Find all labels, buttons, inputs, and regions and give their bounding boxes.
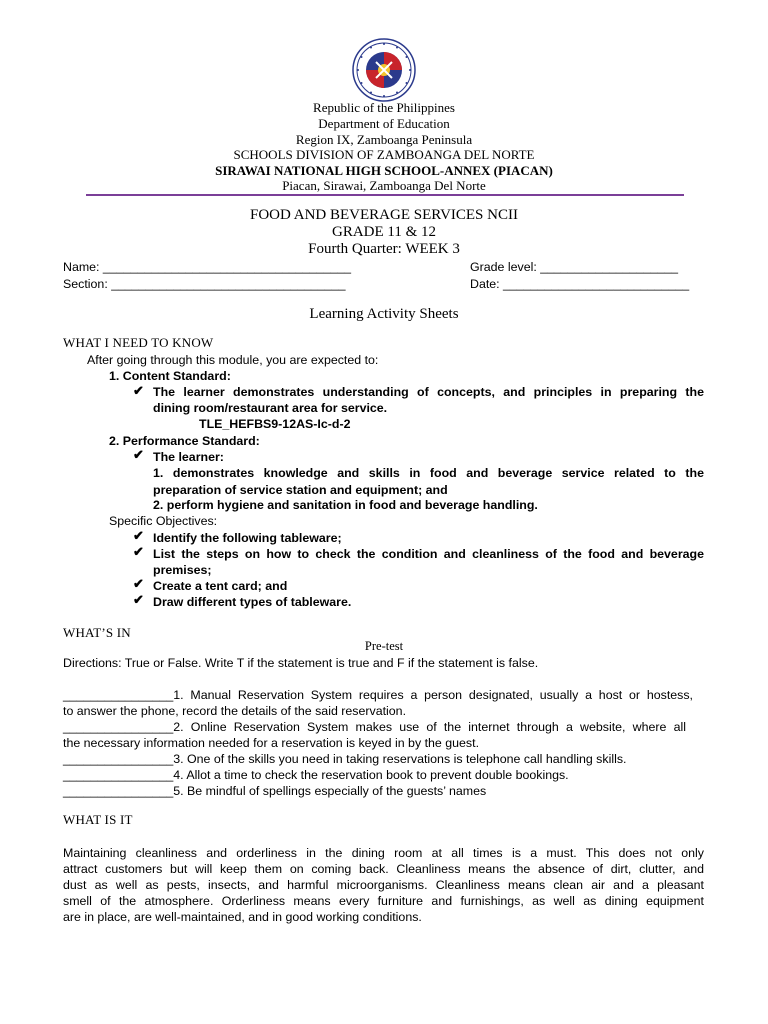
- deped-seal-icon: [352, 38, 416, 102]
- sheet-title: Learning Activity Sheets: [309, 306, 459, 322]
- quarter-title: Fourth Quarter: WEEK 3: [308, 241, 460, 257]
- header-school: SIRAWAI NATIONAL HIGH SCHOOL-ANNEX (PIACAN): [215, 163, 553, 178]
- content-standard-label: 1. Content Standard:: [109, 369, 231, 383]
- pretest-item-2: ________________2. Online Reservation System makes use of the internet through a website, where all: [63, 720, 686, 734]
- performance-item-1: 1. demonstrates knowledge and skills in food and beverage service related to the: [153, 466, 704, 480]
- objective-2: List the steps on how to check the condition and cleanliness of the food and beverage: [153, 547, 704, 561]
- intro-text: After going through this module, you are expected to:: [87, 353, 379, 367]
- section-heading-whats-in: WHAT’S IN: [63, 625, 131, 640]
- pretest-item-5: ________________5. Be mindful of spellings especially of the guests’ names: [63, 784, 487, 798]
- date-field[interactable]: Date: ___________________________: [470, 277, 690, 291]
- checkmark-icon: ✔: [133, 544, 144, 559]
- checkmark-icon: ✔: [133, 576, 144, 591]
- header-division: SCHOOLS DIVISION OF ZAMBOANGA DEL NORTE: [233, 147, 535, 162]
- performance-standard-label: 2. Performance Standard:: [109, 434, 260, 448]
- header-address: Piacan, Sirawai, Zamboanga Del Norte: [282, 178, 486, 193]
- pretest-item-1: ________________1. Manual Reservation System requires a person designated, usually a host or hostess,: [63, 688, 693, 702]
- checkmark-icon: ✔: [133, 592, 144, 607]
- content-standard-text-cont: dining room/restaurant area for service.: [153, 401, 388, 415]
- grade-level-field[interactable]: Grade level: ____________________: [470, 260, 679, 274]
- section-heading-what-is-it: WHAT IS IT: [63, 812, 133, 827]
- paragraph-line-5: are in place, are well-maintained, and in good working conditions.: [63, 910, 422, 924]
- paragraph-line-3: dust as well as pests, insects, and harmful microorganisms. Cleanliness means clean air and a pleasant: [63, 878, 704, 892]
- objective-4: Draw different types of tableware.: [153, 595, 352, 609]
- checkmark-icon: ✔: [133, 383, 144, 398]
- subject-title: FOOD AND BEVERAGE SERVICES NCII: [250, 207, 518, 223]
- competency-code: TLE_HEFBS9-12AS-Ic-d-2: [199, 417, 351, 431]
- pretest-item-4: ________________4. Allot a time to check the reservation book to prevent double bookings.: [63, 768, 569, 782]
- objective-3: Create a tent card; and: [153, 579, 288, 593]
- name-field[interactable]: Name: ____________________________________: [63, 260, 352, 274]
- section-heading-need-to-know: WHAT I NEED TO KNOW: [63, 335, 214, 350]
- pretest-item-1-cont: to answer the phone, record the details of the said reservation.: [63, 704, 407, 718]
- header-department: Department of Education: [318, 116, 450, 131]
- performance-item-2: 2. perform hygiene and sanitation in food and beverage handling.: [153, 498, 538, 512]
- objective-1: Identify the following tableware;: [153, 531, 342, 545]
- header-divider: [86, 194, 684, 196]
- pretest-title: Pre-test: [364, 639, 404, 653]
- pretest-item-2-cont: the necessary information needed for a reservation is keyed in by the guest.: [63, 736, 480, 750]
- header-region: Region IX, Zamboanga Peninsula: [295, 132, 473, 147]
- pretest-directions: Directions: True or False. Write T if the statement is true and F if the statement is false.: [63, 656, 539, 670]
- checkmark-icon: ✔: [133, 528, 144, 543]
- section-field[interactable]: Section: __________________________________: [63, 277, 346, 291]
- paragraph-line-1: Maintaining cleanliness and orderliness in the dining room at all times is a must. This does not only: [63, 846, 704, 860]
- content-standard-text: The learner demonstrates understanding of concepts, and principles in preparing the: [153, 385, 704, 399]
- paragraph-line-2: attract customers but will keep them on coming back. Cleanliness means the absence of dirt, clutter, and: [63, 862, 704, 876]
- objective-2-cont: premises;: [153, 563, 212, 577]
- paragraph-line-4: smell of the atmosphere. Orderliness means every furniture and furnishings, as well as dining equipment: [63, 894, 704, 908]
- performance-item-1-cont: preparation of service station and equipment; and: [153, 483, 448, 497]
- specific-objectives-label: Specific Objectives:: [109, 514, 218, 528]
- header-republic: Republic of the Philippines: [313, 100, 455, 115]
- learner-label: The learner:: [153, 450, 224, 464]
- grade-title: GRADE 11 & 12: [331, 224, 437, 240]
- checkmark-icon: ✔: [133, 447, 144, 462]
- pretest-item-3: ________________3. One of the skills you need in taking reservations is telephone call handling skills.: [63, 752, 627, 766]
